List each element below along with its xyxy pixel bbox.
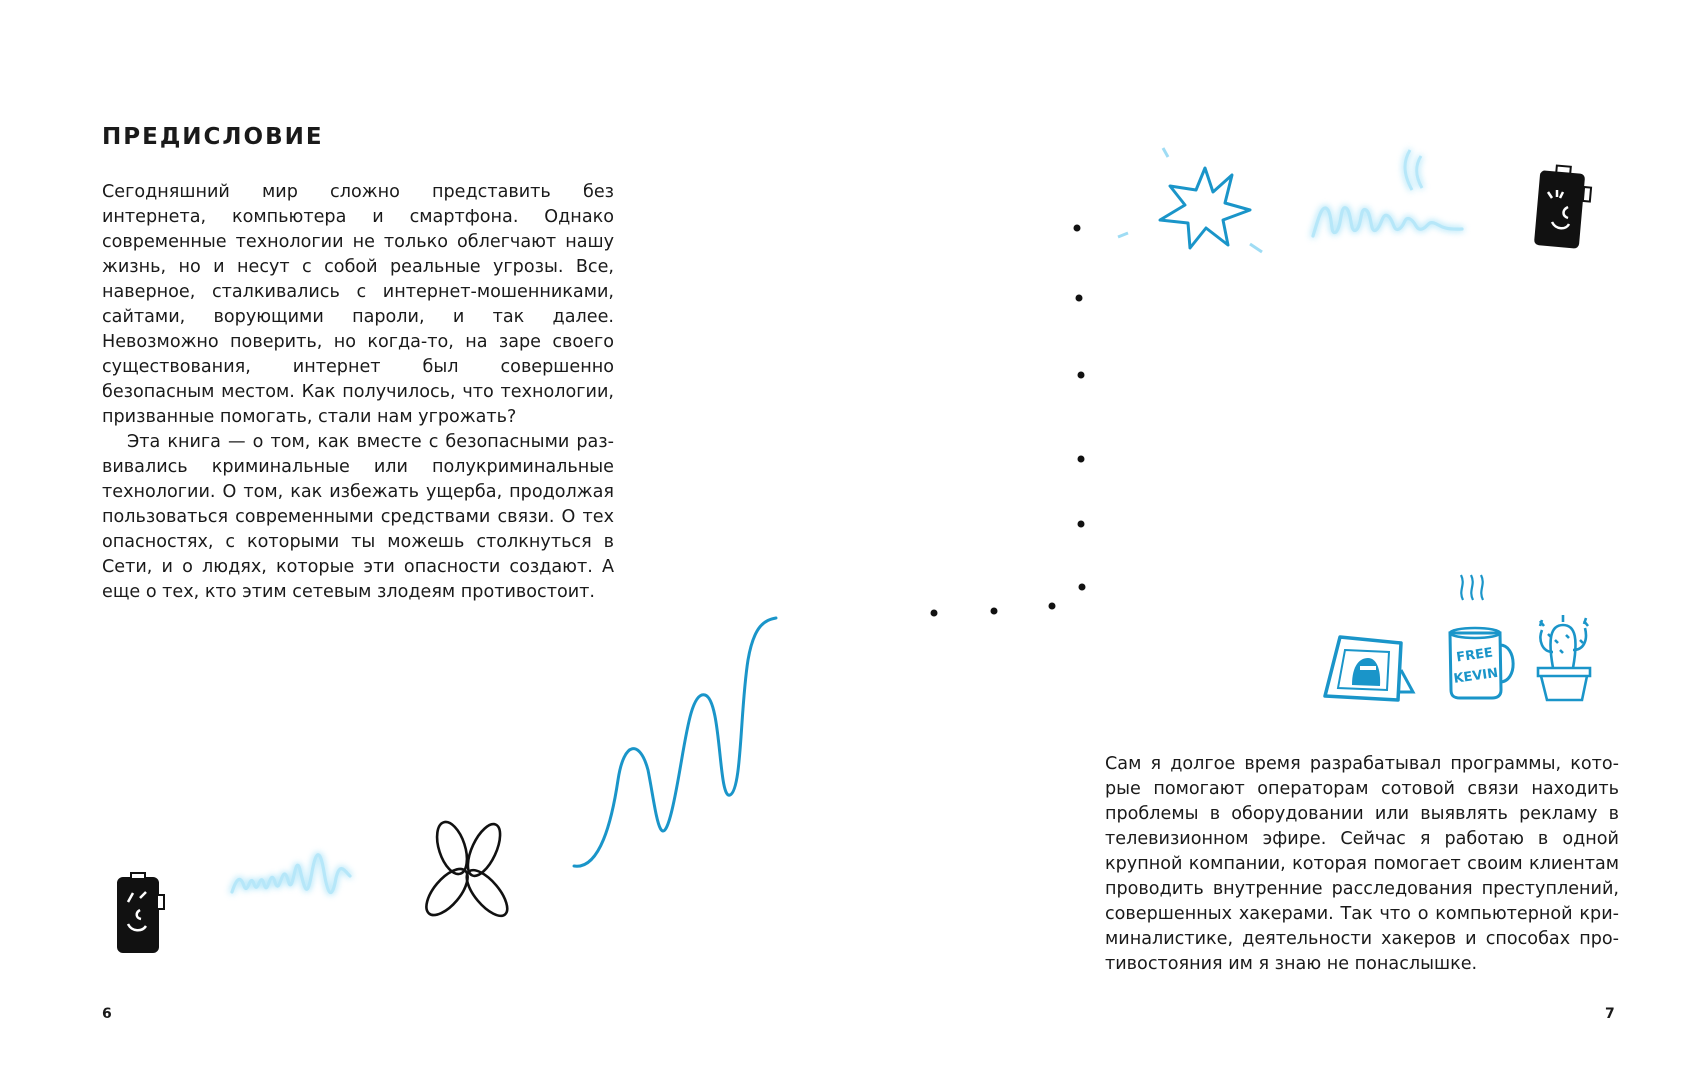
cactus-icon xyxy=(1538,615,1590,700)
coffee-mug-icon xyxy=(1450,575,1513,698)
dotted-trail xyxy=(931,225,1086,617)
phone-icon xyxy=(118,873,164,952)
paragraph-1: Сегодняшний мир сложно представить без интернета, компьютера и смартфона. Однако современные технологии не только облегчают нашу жизнь, но и несут с собой реальные угрозы. Все, наверное, сталкивались с интернет-мошенниками, сайтами, ворующими пароли, и так далее. Невозможно поверить, но когда-то, на заре своего существования, интернет был совершенно безопасным местом. Как получилось, что технологии, призванные помогать, стали нам угрожать? xyxy=(102,182,614,427)
mug-text-free: FREE xyxy=(1455,645,1494,666)
wave-icon xyxy=(232,855,350,893)
paragraph-3: Сам я долгое время разрабатывал программы, которые помогают операторам сотовой связи находить проблемы в оборудовании или выявлять рекламу в телевизионном эфире. Сейчас я работаю в одной крупной компании, которая помогает своим клиентам проводить внутренние расследования преступлений, совершенных хакерами. Так что о компьютерной криминалистике, деятельности хакеров и способах противостояния им я знаю не понаслышке. xyxy=(1105,754,1619,974)
chapter-heading: ПРЕДИСЛОВИЕ xyxy=(102,124,324,150)
page-number-right: 7 xyxy=(1605,1006,1615,1022)
page-number-left: 6 xyxy=(102,1006,112,1022)
squiggle-line-icon xyxy=(574,618,776,866)
paragraph-2: Эта книга — о том, как вместе с безопасными развивались криминальные или полукриминальные технологии. О том, как избежать ущерба, продолжая пользоваться современными средствами связи. О тех опасностях, с которыми ты можешь столкнуться в Сети, и о людях, которые эти опасности создают. А еще о тех, кто этим сетевым злодеям противостоит. xyxy=(102,432,614,602)
mug-text-kevin: KEVIN xyxy=(1452,665,1500,687)
star-burst-icon xyxy=(1118,148,1262,252)
phone-icon xyxy=(1534,166,1591,249)
flower-icon xyxy=(419,818,514,922)
wave-icon xyxy=(1313,150,1462,236)
photo-frame-icon xyxy=(1325,637,1413,700)
